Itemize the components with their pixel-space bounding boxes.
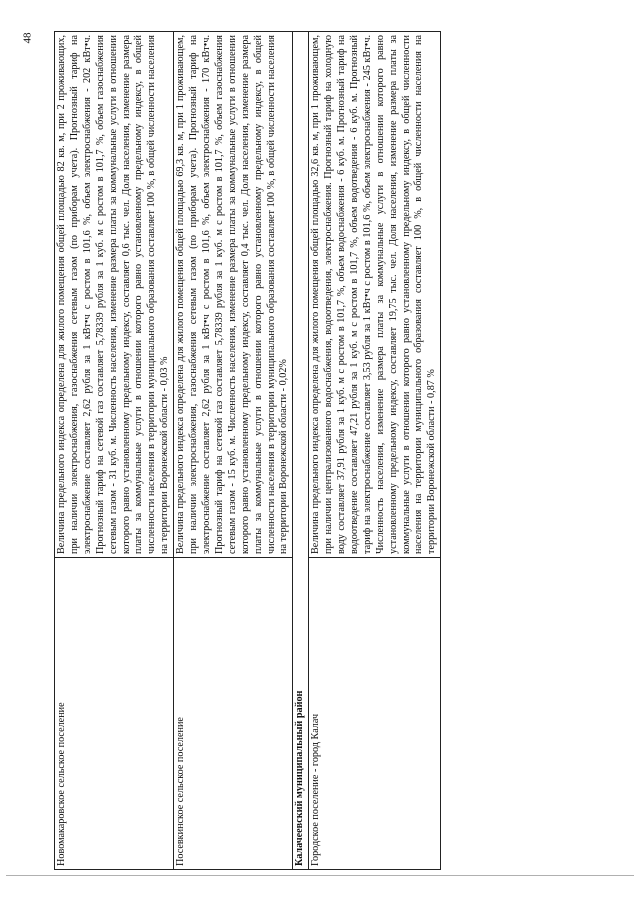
index-description: Величина предельного индекса определена для жилого помещения общей площадью 82 кв. м, при 2 проживающих, при наличии электроснабжения, газоснабжения сетевым газом (по приборам учета). Прогнозный тариф на электроснабжение составляет 2,62 рубля за 1 кВт•ч с ростом в 101,6 %, объем электроснабжения - 202 кВт•ч. Прогнозный тариф на сетевой газ составляет 5,78339 рубля за 1 куб. м с ростом в 101,7 %, объем газоснабжения сетевым газом - 31 куб. м. Численность населения, изменение размера платы за коммунальные услуги в отношении которого равно установленному предельному индексу, составляет 0,6 тыс. чел. Доля населения, изменение размера платы за коммунальные услуги в отношении которого равно установленному предельному индексу, в общей численности населения в территории муниципального образования составляет 100 %, в общей численности населения на территории Воронежской области - 0,03 % bbox=[55, 32, 174, 558]
section-row bbox=[293, 32, 309, 870]
page-number-text: 48 bbox=[21, 32, 33, 44]
settlement-name: Новомакаровское сельское поселение bbox=[55, 558, 174, 870]
page-edge-rule bbox=[6, 875, 634, 876]
tariff-index-table bbox=[54, 31, 441, 870]
table-row bbox=[174, 32, 293, 870]
settlement-name: Посевкинское сельское поселение bbox=[174, 558, 293, 870]
rotated-table-region bbox=[54, 32, 636, 870]
index-description: Величина предельного индекса определена для жилого помещения общей площадью 32,6 кв. м, при 1 проживающем, при наличии централизованного водоснабжения, водоотведения, электроснабжения. Прогнозный тариф на холодную воду составляет 37,91 рубля за 1 куб. м с ростом в 101,7 %, объем водоснабжения - 6 куб. м. Прогнозный тариф на водоотведение составляет 47,21 рубля за 1 куб. м с ростом в 101,7 %, объем водотведения - 6 куб. м. Прогнозный тариф на электроснабжение составляет 3,53 рубля за 1 кВт•ч с ростом в 101,6 %, объем электроснабжения - 245 кВт•ч. Численность населения, изменение размера платы за коммунальные услуги в отношении которого равно установленному предельному индексу, составляет 19,75 тыс. чел. Доля населения, изменение размера платы за коммунальные услуги в отношении которого равно установленному предельному индексу, в общей численности населения на территории муниципального образования составляет 100 %, в общей численности населения на территории Воронежской области - 0,87 % bbox=[309, 32, 441, 558]
district-heading: Калачеевский муниципальный район bbox=[293, 32, 309, 870]
settlement-name: Городское поселение - город Калач bbox=[309, 558, 441, 870]
table-row bbox=[55, 32, 174, 870]
table-row bbox=[309, 32, 441, 870]
index-description: Величина предельного индекса определена для жилого помещения общей площадью 69,3 кв. м, при 1 проживающем, при наличии электроснабжения, газоснабжения сетевым газом (по приборам учета). Прогнозный тариф на электроснабжение составляет 2,62 рубля за 1 кВт•ч с ростом в 101,6 %, объем электроснабжения - 170 кВт•ч. Прогнозный тариф на сетевой газ составляет 5,78339 рубля за 1 куб. м с ростом в 101,7 %, объем газоснабжения сетевым газом - 15 куб. м. Численность населения, изменение размера платы за коммунальные услуги в отношении которого равно установленному предельному индексу, составляет 0,4 тыс. чел. Доля населения, изменение размера платы за коммунальные услуги в отношении которого равно установленному предельному индексу, в общей численности населения в территории муниципального образования составляет 100 %, в общей численности населения на территории Воронежской области - 0,02% bbox=[174, 32, 293, 558]
page-number bbox=[0, 32, 54, 44]
